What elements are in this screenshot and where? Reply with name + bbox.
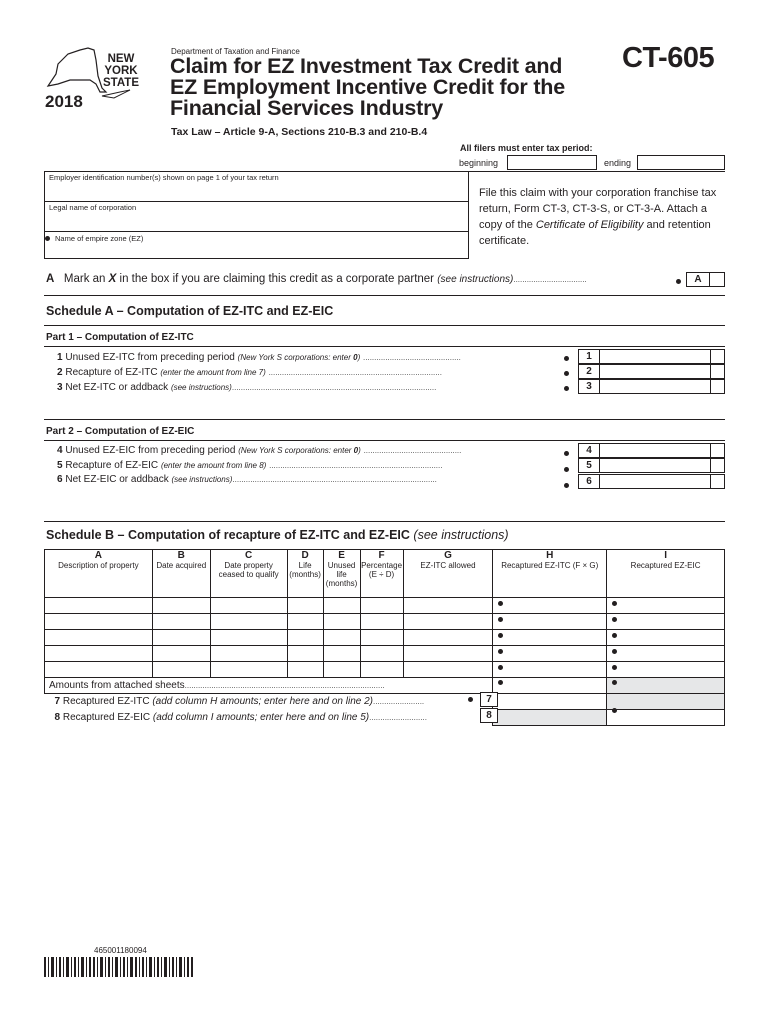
required-bullet-icon: [45, 236, 50, 241]
corporation-name-field[interactable]: [44, 201, 469, 232]
divider: [44, 440, 725, 441]
line-8-row: [45, 710, 725, 726]
part2-title: Part 2 – Computation of EZ-EIC: [46, 426, 195, 437]
divider: [44, 325, 725, 326]
table-cell[interactable]: [323, 662, 360, 678]
required-bullet-icon: [564, 356, 569, 361]
line-5-amount-field[interactable]: [599, 458, 711, 473]
table-cell[interactable]: [210, 662, 287, 678]
table-cell[interactable]: [323, 630, 360, 646]
table-cell[interactable]: [152, 630, 210, 646]
table-cell[interactable]: [403, 630, 493, 646]
table-row: [45, 646, 725, 662]
recapture-table: [44, 549, 725, 726]
table-cell[interactable]: [287, 646, 323, 662]
line-3-amount-field[interactable]: [599, 379, 711, 394]
required-bullet-icon: [498, 649, 503, 654]
table-cell[interactable]: [493, 662, 607, 678]
col-a-header: A Description of property: [45, 550, 153, 598]
required-bullet-icon: [498, 680, 503, 685]
line-8-amount-field[interactable]: [607, 710, 725, 726]
line-4-label: 4 Unused EZ-EIC from preceding period (New York S corporations: enter 0) ............................................: [57, 445, 462, 456]
line-8-number-box: 8: [480, 708, 498, 723]
table-cell[interactable]: [45, 598, 153, 614]
line-4-amount-field[interactable]: [599, 443, 711, 458]
table-row: [45, 614, 725, 630]
table-cell[interactable]: [45, 614, 153, 630]
table-cell[interactable]: [360, 598, 403, 614]
table-cell[interactable]: [360, 614, 403, 630]
required-bullet-icon: [676, 279, 681, 284]
required-bullet-icon: [612, 649, 617, 654]
table-cell[interactable]: [210, 630, 287, 646]
shaded-cell: [493, 710, 607, 726]
line-6-number-box: 6: [578, 474, 600, 489]
table-cell[interactable]: [152, 614, 210, 630]
required-bullet-icon: [564, 467, 569, 472]
table-row: [45, 662, 725, 678]
table-header-row: [45, 550, 725, 598]
required-bullet-icon: [564, 451, 569, 456]
col-i-header: I Recaptured EZ-EIC: [607, 550, 725, 598]
table-cell[interactable]: [210, 614, 287, 630]
table-cell[interactable]: [152, 662, 210, 678]
col-h-header: H Recaptured EZ-ITC (F × G): [493, 550, 607, 598]
col-c-header: C Date property ceased to qualify: [210, 550, 287, 598]
required-bullet-icon: [564, 386, 569, 391]
col-b-header: B Date acquired: [152, 550, 210, 598]
col-f-header: F Percentage (E ÷ D): [360, 550, 403, 598]
divider: [44, 521, 725, 522]
line-2-amount-field[interactable]: [599, 364, 711, 379]
col-g-header: G EZ-ITC allowed: [403, 550, 493, 598]
table-cell[interactable]: [403, 646, 493, 662]
tax-period-beginning-field[interactable]: [507, 155, 597, 170]
item-a-label-box: A: [686, 272, 710, 287]
schedule-a-title: Schedule A – Computation of EZ-ITC and EZ-EIC: [46, 304, 334, 318]
corporate-partner-checkbox[interactable]: [709, 272, 725, 287]
divider: [44, 346, 725, 347]
line-1-amount-field[interactable]: [599, 349, 711, 364]
divider: [44, 419, 725, 420]
required-bullet-icon: [612, 601, 617, 606]
table-cell[interactable]: [493, 630, 607, 646]
required-bullet-icon: [498, 665, 503, 670]
filing-instructions: File this claim with your corporation franchise tax return, Form CT-3, CT-3-S, or CT-3-A. Attach a copy of the Certificate of Eligibility and retention certificate.: [479, 187, 717, 247]
tax-year: 2018: [45, 92, 83, 111]
part1-title: Part 1 – Computation of EZ-ITC: [46, 332, 194, 343]
line-3-cents-field[interactable]: [710, 379, 725, 394]
table-cell[interactable]: [45, 662, 153, 678]
required-bullet-icon: [564, 483, 569, 488]
line-1-label: 1 Unused EZ-ITC from preceding period (New York S corporations: enter 0) ............................................: [57, 352, 461, 363]
corporation-name-label: Legal name of corporation: [49, 203, 137, 212]
table-cell[interactable]: [287, 662, 323, 678]
empire-zone-label: Name of empire zone (EZ): [55, 234, 144, 243]
shaded-cell: [607, 678, 725, 694]
table-cell[interactable]: [45, 646, 153, 662]
table-cell[interactable]: [360, 630, 403, 646]
table-cell[interactable]: [403, 614, 493, 630]
table-cell[interactable]: [493, 646, 607, 662]
divider: [44, 295, 725, 296]
required-bullet-icon: [498, 601, 503, 606]
shaded-cell: [607, 694, 725, 710]
table-cell[interactable]: [287, 630, 323, 646]
state-wordmark: NEW YORK STATE: [103, 53, 139, 89]
line-4-number-box: 4: [578, 443, 600, 458]
required-bullet-icon: [612, 617, 617, 622]
required-bullet-icon: [612, 680, 617, 685]
line-1-cents-field[interactable]: [710, 349, 725, 364]
line-5-cents-field[interactable]: [710, 458, 725, 473]
line-4-cents-field[interactable]: [710, 443, 725, 458]
table-cell[interactable]: [403, 662, 493, 678]
item-a-line: A Mark an X in the box if you are claiming this credit as a corporate partner (see instructions).................................: [46, 273, 587, 285]
form-number: CT-605: [622, 42, 715, 74]
table-row: [45, 598, 725, 614]
line-1-number-box: 1: [578, 349, 600, 364]
table-cell[interactable]: [210, 646, 287, 662]
line-6-label: 6 Net EZ-EIC or addback (see instructions)............................................................................................: [57, 474, 437, 485]
attached-sheets-row: [45, 678, 725, 694]
tax-period-beginning-label: beginning: [459, 158, 499, 168]
line-7-label: 7 Recaptured EZ-ITC (add column H amounts; enter here and on line 2).......................: [45, 694, 493, 710]
barcode-icon: [44, 957, 194, 977]
required-bullet-icon: [498, 633, 503, 638]
line-6-amount-field[interactable]: [599, 474, 711, 489]
line-7-row: [45, 694, 725, 710]
col-d-header: D Life (months): [287, 550, 323, 598]
attached-col-h-field[interactable]: [493, 678, 607, 694]
table-cell[interactable]: [323, 646, 360, 662]
required-bullet-icon: [498, 617, 503, 622]
required-bullet-icon: [612, 708, 617, 713]
table-row: [45, 630, 725, 646]
tax-period-label: All filers must enter tax period:: [460, 143, 593, 153]
table-cell[interactable]: [607, 598, 725, 614]
table-cell[interactable]: [287, 598, 323, 614]
line-5-label: 5 Recapture of EZ-EIC (enter the amount from line 8) ..............................................................................: [57, 460, 443, 471]
table-cell[interactable]: [323, 614, 360, 630]
line-5-number-box: 5: [578, 458, 600, 473]
required-bullet-icon: [468, 697, 473, 702]
table-cell[interactable]: [607, 630, 725, 646]
required-bullet-icon: [612, 665, 617, 670]
table-cell[interactable]: [210, 598, 287, 614]
schedule-b-title: Schedule B – Computation of recapture of EZ-ITC and EZ-EIC (see instructions): [46, 528, 509, 542]
required-bullet-icon: [564, 371, 569, 376]
col-e-header: E Unused life (months): [323, 550, 360, 598]
table-cell[interactable]: [607, 646, 725, 662]
line-3-label: 3 Net EZ-ITC or addback (see instructions)............................................................................................: [57, 382, 437, 393]
line-7-amount-field[interactable]: [493, 694, 607, 710]
table-cell[interactable]: [152, 646, 210, 662]
table-cell[interactable]: [403, 598, 493, 614]
table-cell[interactable]: [493, 614, 607, 630]
ein-field[interactable]: [44, 171, 469, 202]
table-cell[interactable]: [607, 614, 725, 630]
required-bullet-icon: [612, 633, 617, 638]
line-8-label: 8 Recaptured EZ-EIC (add column I amounts; enter here and on line 5)..........................: [45, 710, 493, 726]
attached-sheets-label: Amounts from attached sheets..........................................................................................: [45, 678, 493, 694]
table-cell[interactable]: [360, 662, 403, 678]
line-7-number-box: 7: [480, 692, 498, 707]
table-cell[interactable]: [152, 598, 210, 614]
department-name: Department of Taxation and Finance: [171, 47, 300, 56]
table-cell[interactable]: [360, 646, 403, 662]
table-cell[interactable]: [607, 662, 725, 678]
empire-zone-field[interactable]: [44, 231, 469, 259]
table-cell[interactable]: [493, 598, 607, 614]
line-2-number-box: 2: [578, 364, 600, 379]
tax-law-reference: Tax Law – Article 9-A, Sections 210-B.3 and 210-B.4: [171, 126, 428, 138]
line-3-number-box: 3: [578, 379, 600, 394]
line-6-cents-field[interactable]: [710, 474, 725, 489]
tax-period-ending-label: ending: [604, 158, 632, 168]
line-2-cents-field[interactable]: [710, 364, 725, 379]
tax-period-ending-field[interactable]: [637, 155, 725, 170]
form-title: Claim for EZ Investment Tax Credit and EZ Employment Incentive Credit for the Financial Services Industry: [170, 54, 565, 120]
line-2-label: 2 Recapture of EZ-ITC (enter the amount from line 7) ..............................................................................: [57, 367, 442, 378]
table-cell[interactable]: [45, 630, 153, 646]
table-cell[interactable]: [287, 614, 323, 630]
barcode-number: 465001180094: [94, 946, 147, 955]
table-cell[interactable]: [323, 598, 360, 614]
ein-label: Employer identification number(s) shown on page 1 of your tax return: [49, 173, 279, 182]
